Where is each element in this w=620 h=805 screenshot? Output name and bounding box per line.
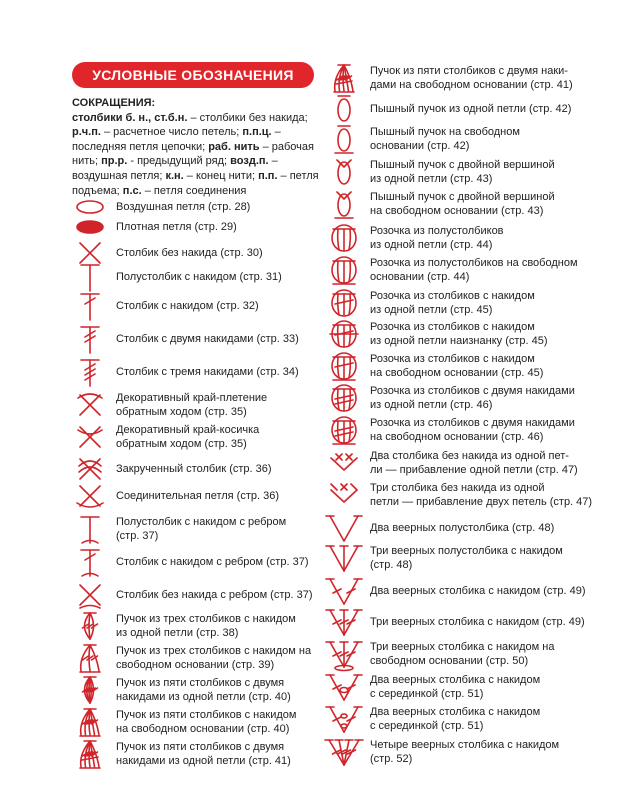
legend-label xyxy=(370,449,582,478)
legend-item xyxy=(324,61,582,95)
legend-label xyxy=(370,738,582,767)
abbreviations-block xyxy=(72,96,320,198)
legend-label-line: основании (стр. 44) xyxy=(370,271,470,283)
legend-label xyxy=(370,705,582,734)
legend-item xyxy=(70,737,322,771)
two-dc-fan-center-alt-icon xyxy=(324,702,364,736)
legend-label-line: Пучок из пяти столбиков с двумя xyxy=(116,740,285,753)
legend-label xyxy=(370,521,582,536)
legend-label xyxy=(116,462,322,477)
legend-item xyxy=(70,673,322,707)
popcorn-hdc-one-loop-icon xyxy=(324,221,364,255)
braid-edge-icon xyxy=(70,420,110,454)
legend-label-line: дами на свободном основании (стр. 41) xyxy=(370,79,573,91)
legend-label-line: Плотная петля (стр. 29) xyxy=(116,220,237,233)
legend-label xyxy=(116,644,322,673)
legend-item xyxy=(324,511,582,545)
legend-item xyxy=(70,355,322,389)
legend-label-line: Пышный пучок с двойной вершиной xyxy=(370,158,555,171)
abbreviations-heading: СОКРАЩЕНИЯ: xyxy=(72,97,156,109)
legend-label xyxy=(116,612,322,641)
legend-item xyxy=(324,605,585,639)
legend-item xyxy=(324,187,582,221)
legend-label xyxy=(116,740,322,769)
legend-item xyxy=(70,388,322,422)
legend-label-line: Розочка из столбиков с накидом xyxy=(370,320,535,333)
legend-label xyxy=(370,158,582,187)
puff-one-loop-icon xyxy=(324,92,364,126)
abbreviation-meaning: – воздушная петля; xyxy=(72,155,278,182)
legend-label-line: Розочка из столбиков с двумя накидами xyxy=(370,416,575,429)
legend-label-line: Розочка из столбиков с накидом xyxy=(370,352,535,365)
legend-item xyxy=(324,446,582,480)
legend-label xyxy=(370,481,593,510)
legend-label xyxy=(370,615,585,630)
legend-label xyxy=(370,289,582,318)
ribbed-single-crochet-icon xyxy=(70,578,110,612)
page-title: УСЛОВНЫЕ ОБОЗНАЧЕНИЯ ПЕТЕЛЬ xyxy=(72,62,314,88)
popcorn-hdc-free-base-icon xyxy=(324,253,364,287)
legend-item xyxy=(70,641,322,675)
abbreviation-term: п.п.ц. xyxy=(242,126,272,139)
legend-label-line: Розочка из столбиков с накидом xyxy=(370,289,535,302)
three-dc-fan-free-base-icon xyxy=(324,637,364,671)
legend-label-line: Декоративный край-косичка xyxy=(116,423,260,436)
ribbed-half-double-icon xyxy=(70,512,110,546)
legend-label-line: Пучок из трех столбиков с накидом на xyxy=(116,644,312,657)
legend-label xyxy=(370,320,582,349)
legend-label xyxy=(116,220,322,235)
legend-label xyxy=(116,423,322,452)
legend-label-line: с серединкой (стр. 51) xyxy=(370,720,484,732)
legend-item xyxy=(324,670,582,704)
legend-item xyxy=(324,637,582,671)
ribbed-double-crochet-icon xyxy=(70,545,110,579)
legend-label-line: Два веерных полустолбика (стр. 48) xyxy=(370,521,555,534)
legend-label-line: ли — прибавление одной петли (стр. 47) xyxy=(370,464,578,476)
legend-label xyxy=(116,555,322,570)
popcorn-dc-back-loop-icon xyxy=(324,317,364,351)
legend-label xyxy=(370,102,582,117)
legend-label-line: на свободном основании (стр. 43) xyxy=(370,205,544,217)
legend-item xyxy=(324,286,582,320)
legend-item xyxy=(324,155,582,189)
legend-label xyxy=(116,270,322,285)
legend-label-line: Столбик с накидом с ребром (стр. 37) xyxy=(116,555,309,568)
popcorn-dc-free-base-icon xyxy=(324,349,364,383)
legend-label xyxy=(370,64,582,93)
legend-item xyxy=(70,512,322,546)
legend-label-line: Два веерных столбика с накидом xyxy=(370,673,541,686)
abbreviation-meaning: – расчетное число петель; xyxy=(100,126,243,139)
legend-label xyxy=(116,299,322,314)
treble-crochet-icon xyxy=(70,322,110,356)
joining-stitch-icon xyxy=(70,479,110,513)
legend-label-line: Два веерных столбика с накидом (стр. 49) xyxy=(370,584,586,597)
abbreviation-meaning: - предыдущий ряд; xyxy=(127,155,231,168)
abbreviation-meaning: – рабочая нить; xyxy=(72,140,314,168)
legend-label-line: накидами из одной петли (стр. 41) xyxy=(116,755,291,767)
legend-item xyxy=(324,122,582,156)
double-crochet-icon xyxy=(70,289,110,323)
legend-item xyxy=(70,289,322,323)
legend-label-line: из одной петли наизнанку (стр. 45) xyxy=(370,335,548,347)
legend-item xyxy=(324,574,586,608)
legend-label xyxy=(116,391,322,420)
legend-item xyxy=(324,478,593,512)
legend-label xyxy=(370,256,582,285)
legend-item xyxy=(70,578,322,612)
legend-label-line: из одной петли (стр. 38) xyxy=(116,627,239,639)
popcorn-tr-free-base-icon xyxy=(324,413,364,447)
legend-label-line: Пышный пучок на свободном xyxy=(370,125,520,138)
legend-item xyxy=(324,381,582,415)
legend-label-line: Пышный пучок из одной петли (стр. 42) xyxy=(370,102,572,115)
abbreviation-term: пр.р. xyxy=(101,155,128,168)
legend-label-line: Столбик без накида (стр. 30) xyxy=(116,246,263,259)
legend-item xyxy=(324,92,582,126)
legend-label-line: обратным ходом (стр. 35) xyxy=(116,438,247,450)
legend-label-line: накидами из одной петли (стр. 40) xyxy=(116,691,291,703)
legend-label xyxy=(370,125,582,154)
legend-label-line: из одной петли (стр. 44) xyxy=(370,239,493,251)
legend-label-line: Декоративный край-плетение xyxy=(116,391,268,404)
legend-label xyxy=(116,515,322,544)
puff-double-top-free-base-icon xyxy=(324,187,364,221)
legend-label xyxy=(116,489,322,504)
legend-label xyxy=(116,365,322,380)
legend-label xyxy=(370,384,582,413)
legend-label-line: Столбик без накида с ребром (стр. 37) xyxy=(116,588,313,601)
legend-label xyxy=(116,588,322,603)
abbreviation-term: р.ч.п. xyxy=(72,126,101,139)
legend-label xyxy=(370,416,582,445)
legend-item xyxy=(70,322,322,356)
cluster-5tr-free-base-icon xyxy=(70,737,110,771)
legend-label-line: Розочка из полустолбиков на свободном xyxy=(370,256,578,269)
legend-label xyxy=(116,676,322,705)
legend-item xyxy=(70,479,322,513)
legend-item xyxy=(324,221,582,255)
cluster-3dc-one-loop-icon xyxy=(70,609,110,643)
legend-label-line: петли — прибавление двух петель (стр. 47) xyxy=(370,496,593,508)
legend-item xyxy=(70,420,322,454)
legend-label-line: Закрученный столбик (стр. 36) xyxy=(116,462,272,475)
abbreviation-term: возд.п. xyxy=(230,155,269,168)
three-dc-fan-icon xyxy=(324,605,364,639)
legend-label xyxy=(116,246,322,261)
legend-item xyxy=(324,413,582,447)
legend-label-line: Воздушная петля (стр. 28) xyxy=(116,200,251,213)
cluster-5tr-free-base-icon xyxy=(324,61,364,95)
legend-label xyxy=(370,640,582,669)
legend-label-line: на свободном основании (стр. 45) xyxy=(370,367,544,379)
legend-label xyxy=(370,584,586,599)
legend-label-line: Пучок из пяти столбиков с двумя xyxy=(116,676,285,689)
legend-label-line: обратным ходом (стр. 35) xyxy=(116,406,247,418)
legend-label xyxy=(370,544,582,573)
legend-item xyxy=(70,609,322,643)
legend-label-line: Розочка из полустолбиков xyxy=(370,224,504,237)
abbreviation-meaning: – столбики без накида; xyxy=(187,111,308,124)
legend-label-line: Пышный пучок с двойной вершиной xyxy=(370,190,555,203)
two-sc-increase-icon xyxy=(324,446,364,480)
legend-label xyxy=(370,352,582,381)
legend-item xyxy=(70,705,322,739)
double-treble-crochet-icon xyxy=(70,355,110,389)
legend-label-line: Четыре веерных столбика с накидом xyxy=(370,738,560,751)
legend-label-line: Два веерных столбика с накидом xyxy=(370,705,541,718)
abbreviation-term: п.с. xyxy=(122,184,142,197)
legend-label-line: на свободном основании (стр. 46) xyxy=(370,431,544,443)
legend-label-line: Полустолбик с накидом с ребром xyxy=(116,515,287,528)
legend-label-line: Столбик с тремя накидами (стр. 34) xyxy=(116,365,299,378)
legend-label-line: из одной петли (стр. 43) xyxy=(370,173,493,185)
legend-label-line: с серединкой (стр. 51) xyxy=(370,688,484,700)
legend-label-line: (стр. 52) xyxy=(370,753,413,765)
legend-item xyxy=(324,317,582,351)
cluster-5dc-free-base-icon xyxy=(70,705,110,739)
legend-item xyxy=(324,735,582,769)
abbreviation-term: столбики б. н., ст.б.н. xyxy=(72,111,188,124)
legend-label-line: Столбик с накидом (стр. 32) xyxy=(116,299,259,312)
legend-label xyxy=(370,673,582,702)
legend-label-line: свободном основании (стр. 39) xyxy=(116,659,275,671)
legend-label-line: Соединительная петля (стр. 36) xyxy=(116,489,280,502)
puff-free-base-icon xyxy=(324,122,364,156)
popcorn-tr-one-loop-icon xyxy=(324,381,364,415)
legend-label-line: Три веерных столбика с накидом на xyxy=(370,640,555,653)
abbreviation-term: п.п. xyxy=(258,169,278,182)
reverse-edge-icon xyxy=(70,388,110,422)
legend-label xyxy=(370,224,582,253)
legend-label-line: из одной петли (стр. 45) xyxy=(370,304,493,316)
two-dc-fan-center-icon xyxy=(324,670,364,704)
legend-label xyxy=(370,190,582,219)
abbreviation-term: к.н. xyxy=(165,169,184,182)
legend-label xyxy=(116,708,322,737)
abbreviation-term: раб. нить xyxy=(208,140,260,153)
legend-label-line: свободном основании (стр. 50) xyxy=(370,655,529,667)
legend-label-line: Пучок из пяти столбиков с накидом xyxy=(116,708,297,721)
puff-double-top-one-loop-icon xyxy=(324,155,364,189)
legend-label-line: Пучок из трех столбиков с накидом xyxy=(116,612,296,625)
abbreviation-meaning: – конец нити; xyxy=(183,169,259,182)
legend-label-line: (стр. 37) xyxy=(116,530,159,542)
three-sc-increase-icon xyxy=(324,478,364,512)
popcorn-dc-one-loop-icon xyxy=(324,286,364,320)
legend-label-line: Полустолбик с накидом (стр. 31) xyxy=(116,270,282,283)
legend-label-line: Три веерных полустолбика с накидом xyxy=(370,544,563,557)
legend-label-line: Три столбика без накида из одной xyxy=(370,481,545,494)
legend-item xyxy=(70,545,322,579)
legend-item xyxy=(324,702,582,736)
legend-item xyxy=(324,349,582,383)
legend-item xyxy=(324,541,582,575)
legend-label-line: на свободном основании (стр. 40) xyxy=(116,723,290,735)
four-dc-fan-icon xyxy=(324,735,364,769)
cluster-5tr-one-loop-icon xyxy=(70,673,110,707)
legend-label-line: Пучок из пяти столбиков с двумя наки- xyxy=(370,64,568,77)
legend-label-line: Столбик с двумя накидами (стр. 33) xyxy=(116,332,299,345)
legend-label-line: Два столбика без накида из одной пет- xyxy=(370,449,569,462)
abbreviation-meaning: – петля соединения xyxy=(141,184,247,197)
two-dc-fan-icon xyxy=(324,574,364,608)
legend-label-line: (стр. 48) xyxy=(370,559,413,571)
legend-label-line: основании (стр. 42) xyxy=(370,140,470,152)
legend-label-line: Три веерных столбика с накидом (стр. 49) xyxy=(370,615,585,628)
two-hdc-fan-icon xyxy=(324,511,364,545)
cluster-3dc-free-base-icon xyxy=(70,641,110,675)
legend-item xyxy=(324,253,582,287)
legend-label xyxy=(116,332,322,347)
three-hdc-fan-icon xyxy=(324,541,364,575)
abbreviation-meaning: – петля подъема; xyxy=(72,169,319,197)
abbreviation-meaning: – последняя петля цепочки; xyxy=(72,126,281,153)
legend-label-line: из одной петли (стр. 46) xyxy=(370,399,493,411)
legend-label-line: Розочка из столбиков с двумя накидами xyxy=(370,384,575,397)
